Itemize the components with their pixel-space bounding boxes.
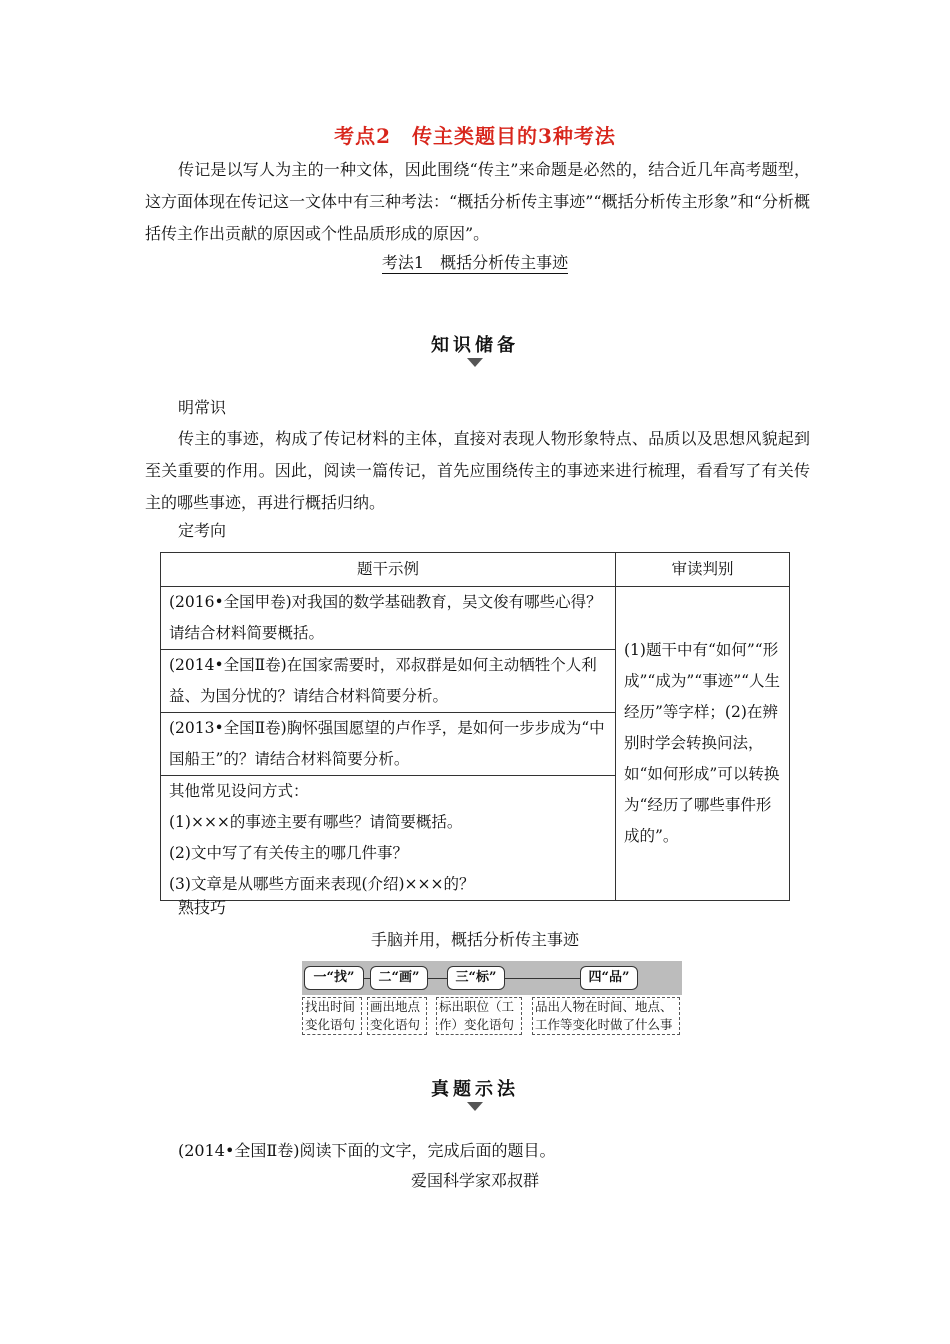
- method-subtitle: 考法1 概括分析传主事迹: [381, 253, 569, 272]
- step-draw: 二“画”: [370, 966, 428, 990]
- list-item: (1)×××的事迹主要有哪些？请简要概括。: [169, 813, 463, 831]
- detail-find: 找出时间变化语句: [302, 997, 362, 1035]
- detail-draw: 画出地点变化语句: [367, 997, 427, 1035]
- connector-line: [427, 978, 447, 979]
- other-questions-cell: [161, 776, 616, 901]
- table-row: (2013•全国Ⅱ卷)胸怀强国愿望的卢作孚，是如何一步步成为“中国船王”的？请结合材料简要分析。: [161, 713, 616, 776]
- list-item: (2)文中写了有关传主的哪几件事？: [169, 844, 408, 862]
- step-find: 一“找”: [304, 966, 364, 990]
- down-triangle-icon: [467, 358, 483, 367]
- section-heading-exam: 真题示法: [431, 1079, 519, 1100]
- common-sense-paragraph: 传主的事迹，构成了传记材料的主体，直接对表现人物形象特点、品质以及思想风貌起到至关重要的作用。因此，阅读一篇传记，首先应围绕传主的事迹来进行梳理，看看写了有关传主的哪些事迹，再进行概括归纳。: [145, 429, 810, 512]
- method-diagram: [302, 961, 682, 1039]
- table-header-judgement: 审读判别: [616, 553, 790, 587]
- step-mark: 三“标”: [447, 966, 505, 990]
- judgement-cell: (1)题干中有“如何”“形成”“成为”“事迹”“人生经历”等字样；(2)在辨别时学会转换问法，如“如何形成”可以转换为“经历了哪些事件形成的”。: [616, 587, 790, 901]
- table-header-examples: 题干示例: [161, 553, 616, 587]
- section-heading-knowledge: 知识储备: [431, 335, 519, 356]
- page-title: 考点2 传主类题目的3种考法: [334, 124, 616, 148]
- skill-title: 手脑并用，概括分析传主事迹: [370, 930, 579, 949]
- down-triangle-icon: [467, 1102, 483, 1111]
- label-skill: 熟技巧: [178, 898, 227, 917]
- intro-paragraph: 传记是以写人为主的一种文体，因此围绕“传主”来命题是必然的，结合近几年高考题型，这方面体现在传记这一文体中有三种考法：“概括分析传主事迹”“概括分析传主形象”和“分析概括传主作出贡献的原因或个性品质形成的原因”。: [145, 160, 810, 243]
- connector-line: [502, 978, 580, 979]
- label-direction: 定考向: [178, 521, 227, 540]
- table-row: (2014•全国Ⅱ卷)在国家需要时，邓叔群是如何主动牺牲个人利益、为国分忧的？请结合材料简要分析。: [161, 650, 616, 713]
- label-common-sense: 明常识: [178, 398, 227, 417]
- article-title: 爱国科学家邓叔群: [410, 1171, 539, 1190]
- table-row: (2016•全国甲卷)对我国的数学基础教育，吴文俊有哪些心得？请结合材料简要概括。: [161, 587, 616, 650]
- detail-mark: 标出职位（工作）变化语句: [436, 997, 522, 1035]
- other-questions-title: 其他常见设问方式：: [169, 782, 309, 800]
- question-table: [160, 552, 790, 901]
- step-savor: 四“品”: [580, 966, 638, 990]
- exam-intro: (2014•全国Ⅱ卷)阅读下面的文字，完成后面的题目。: [178, 1141, 556, 1160]
- detail-savor: 品出人物在时间、地点、工作等变化时做了什么事: [532, 997, 680, 1035]
- list-item: (3)文章是从哪些方面来表现(介绍)×××的？: [169, 875, 475, 893]
